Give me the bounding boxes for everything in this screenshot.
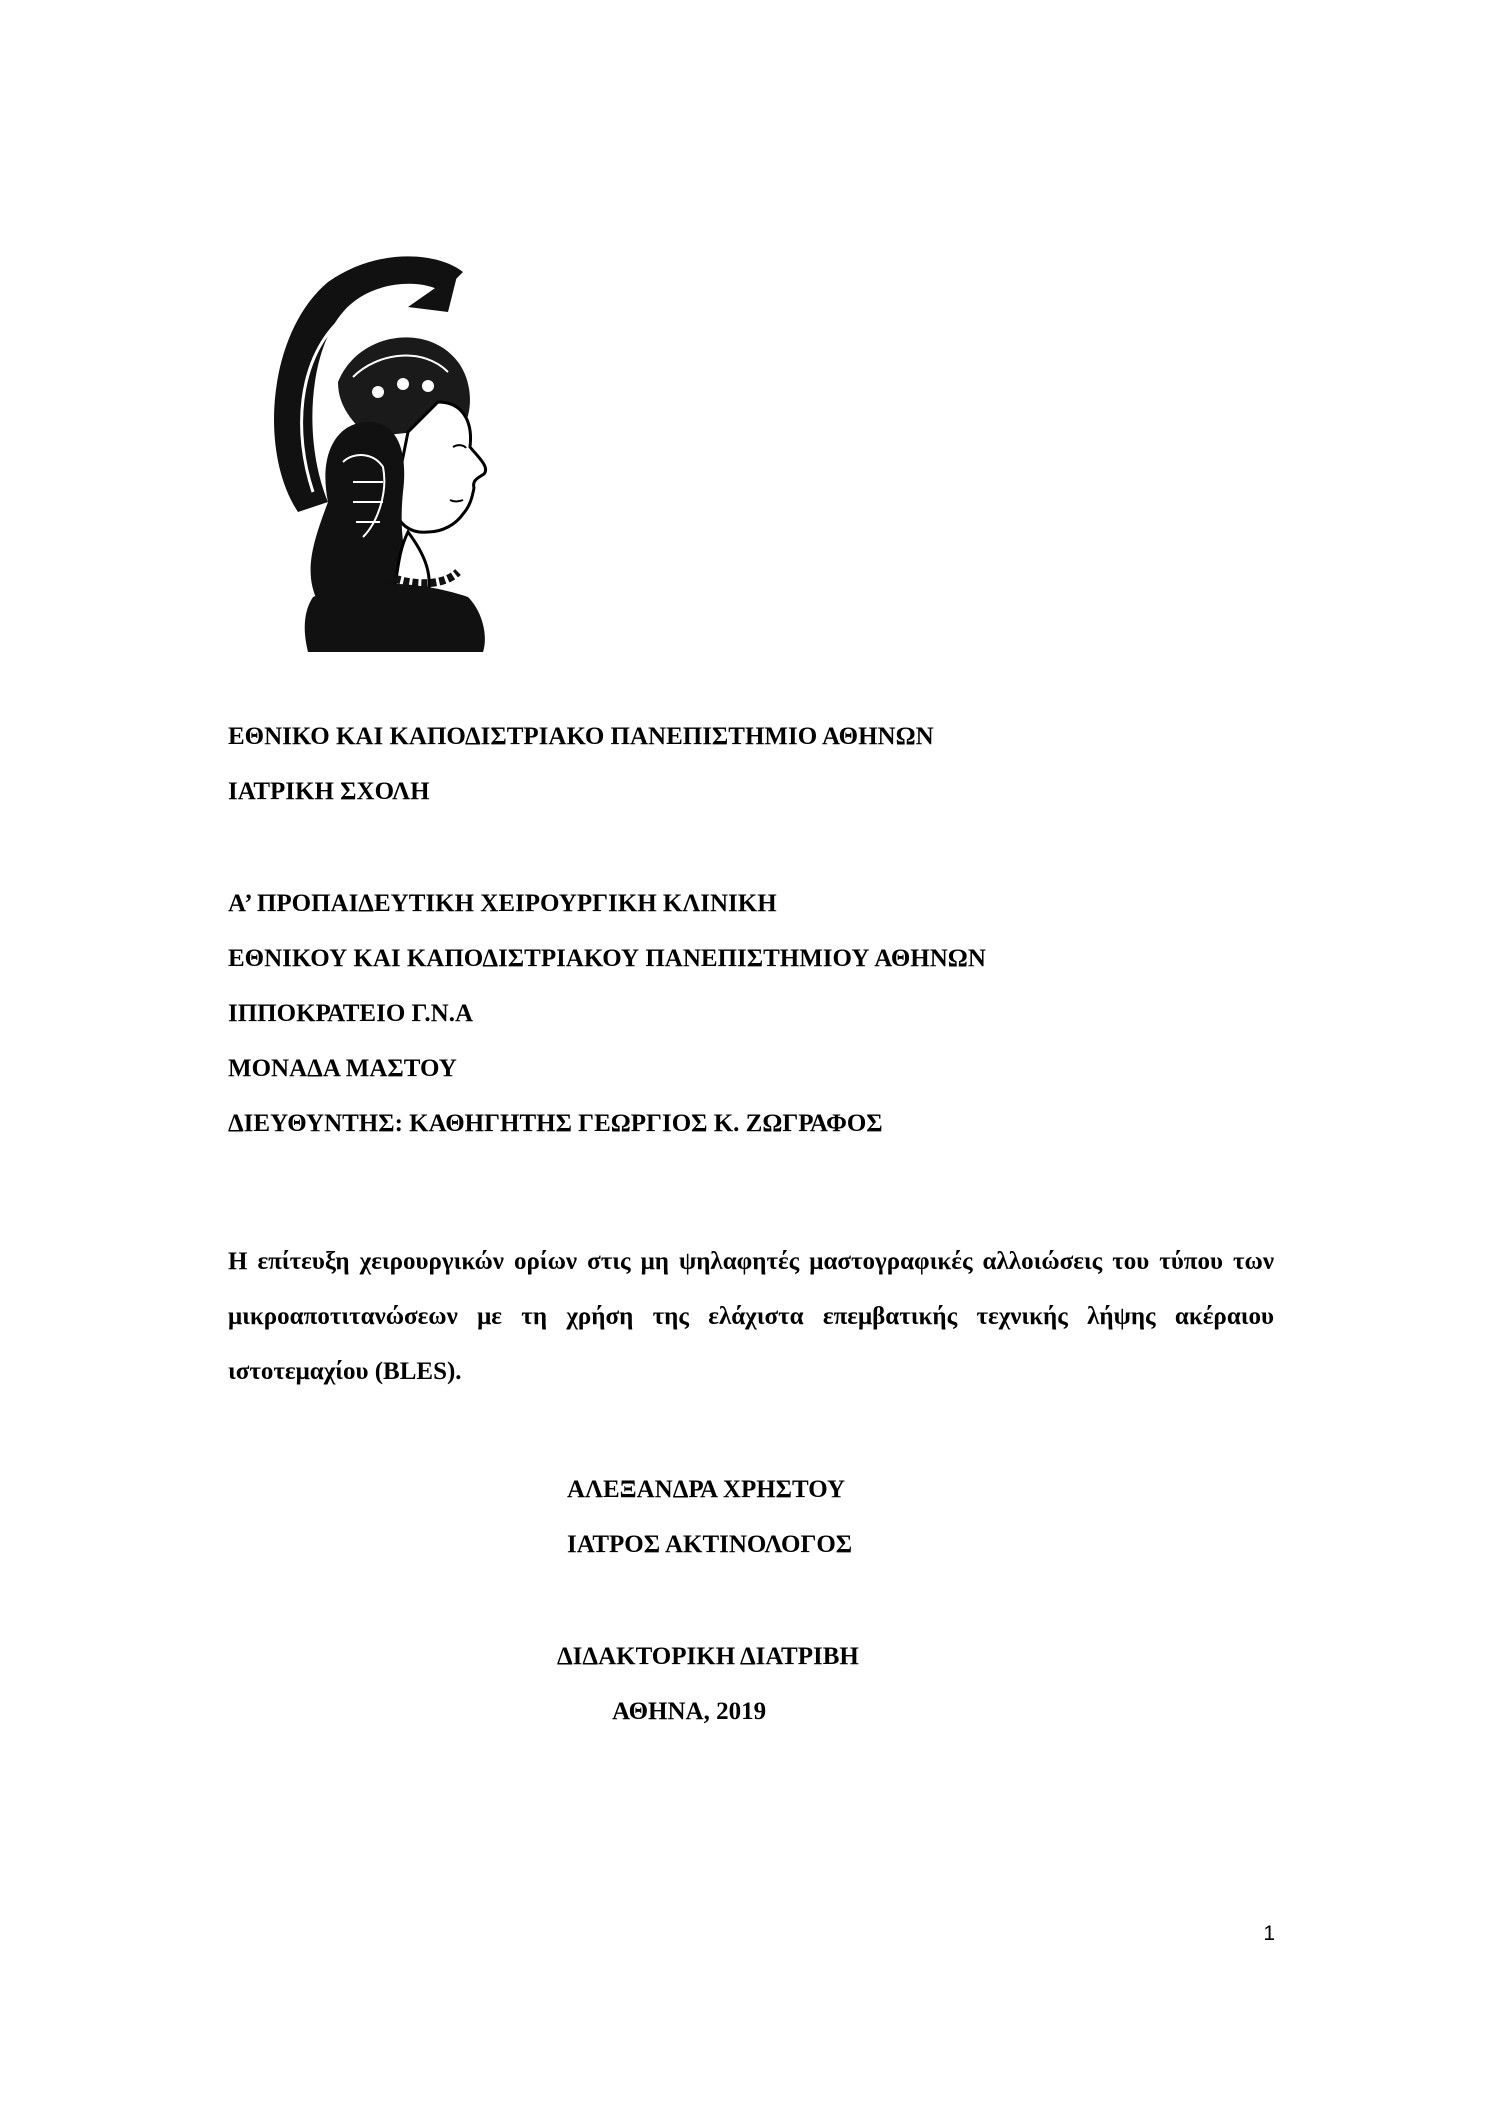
school-name: ΙΑΤΡΙΚΗ ΣΧΟΛΗ — [228, 778, 430, 805]
athena-helmet-head-emblem — [258, 252, 528, 652]
document-type: ΔΙΔΑΚΤΟΡΙΚΗ ΔΙΑΤΡΙΒΗ — [557, 1643, 859, 1670]
clinic-university: ΕΘΝΙΚΟΥ ΚΑΙ ΚΑΠΟΔΙΣΤΡΙΑΚΟΥ ΠΑΝΕΠΙΣΤΗΜΙΟΥ ΑΘΗΝΩΝ — [228, 945, 986, 972]
hospital-name: ΙΠΠΟΚΡΑΤΕΙΟ Γ.Ν.Α — [228, 1000, 473, 1027]
clinic-name: Α’ ΠΡΟΠΑΙΔΕΥΤΙΚΗ ΧΕΙΡΟΥΡΓΙΚΗ ΚΛΙΝΙΚΗ — [228, 890, 777, 917]
page-number: 1 — [1263, 1922, 1275, 1945]
university-name: ΕΘΝΙΚΟ ΚΑΙ ΚΑΠΟΔΙΣΤΡΙΑΚΟ ΠΑΝΕΠΙΣΤΗΜΙΟ ΑΘΗΝΩΝ — [228, 723, 934, 750]
author-name: ΑΛΕΞΑΝΔΡΑ ΧΡΗΣΤΟΥ — [567, 1476, 846, 1503]
director-line: ΔΙΕΥΘΥΝΤΗΣ: ΚΑΘΗΓΗΤΗΣ ΓΕΩΡΓΙΟΣ Κ. ΖΩΓΡΑΦΟΣ — [228, 1110, 883, 1137]
thesis-title: Η επίτευξη χειρουργικών ορίων στις μη ψηλαφητές μαστογραφικές αλλοιώσεις του τύπου των μικροαποτιτανώσεων με τη χρήση της ελάχιστα επεμβατικής τεχνικής λήψης ακέραιου ιστοτεμαχίου (BLES). — [228, 1248, 1274, 1385]
place-date: ΑΘΗΝΑ, 2019 — [612, 1698, 767, 1725]
unit-name: ΜΟΝΑΔΑ ΜΑΣΤΟΥ — [228, 1055, 457, 1082]
author-title: ΙΑΤΡΟΣ ΑΚΤΙΝΟΛΟΓΟΣ — [567, 1531, 853, 1558]
